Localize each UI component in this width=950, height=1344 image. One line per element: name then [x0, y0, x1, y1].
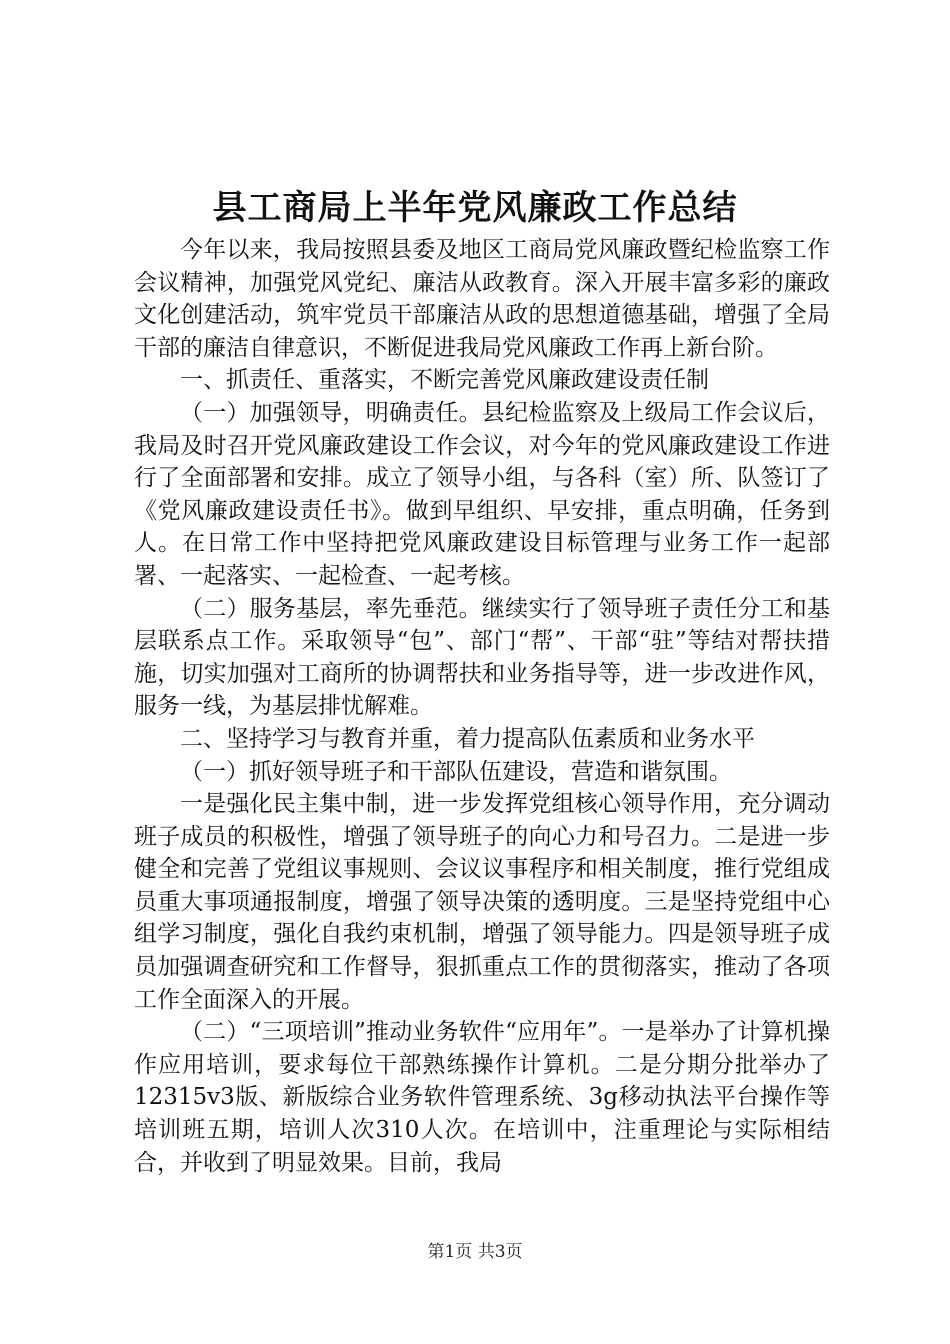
paragraph-1-2: （二）服务基层，率先垂范。继续实行了领导班子责任分工和基层联系点工作。采取领导“包”、部门“帮”、干部“驻”等结对帮扶措施，切实加强对工商所的协调帮扶和业务指导等，进一步改进作风，服务一线，为基层排忧解难。 [134, 595, 830, 720]
paragraph-1-1: （一）加强领导，明确责任。县纪检监察及上级局工作会议后，我局及时召开党风廉政建设工作会议，对今年的党风廉政建设工作进行了全面部署和安排。成立了领导小组，与各科（室）所、队签订了《党风廉政建设责任书》。做到早组织、早安排，重点明确，任务到人。在日常工作中坚持把党风廉政建设目标管理与业务工作一起部署、一起落实、一起检查、一起考核。 [134, 399, 830, 589]
document-body [134, 234, 830, 1179]
paragraph-2-1: 一是强化民主集中制，进一步发挥党组核心领导作用，充分调动班子成员的积极性，增强了领导班子的向心力和号召力。二是进一步健全和完善了党组议事规则、会议议事程序和相关制度，推行党组成员重大事项通报制度，增强了领导决策的透明度。三是坚持党组中心组学习制度，强化自我约束机制，增强了领导能力。四是领导班子成员加强调查研究和工作督导，狠抓重点工作的贯彻落实，推动了各项工作全面深入的开展。 [134, 791, 830, 1013]
section-heading-1: 一、抓责任、重落实，不断完善党风廉政建设责任制 [180, 367, 709, 394]
paragraph-intro: 今年以来，我局按照县委及地区工商局党风廉政暨纪检监察工作会议精神，加强党风党纪、廉洁从政教育。深入开展丰富多彩的廉政文化创建活动，筑牢党员干部廉洁从政的思想道德基础，增强了全局干部的廉洁自律意识，不断促进我局党风廉政工作再上新台阶。 [134, 237, 830, 361]
document-title: 县工商局上半年党风廉政工作总结 [212, 188, 738, 228]
section-heading-2: 二、坚持学习与教育并重，着力提高队伍素质和业务水平 [180, 725, 755, 752]
page-footer: 第1页 共3页 [427, 1242, 523, 1262]
paragraph-2-2: （二）“三项培训”推动业务软件“应用年”。一是举办了计算机操作应用培训，要求每位干部熟练操作计算机。二是分期分批举办了12315v3版、新版综合业务软件管理系统、3g移动执法平台操作等培训班五期，培训人次310人次。在培训中，注重理论与实际相结合，并收到了明显效果。目前，我局 [134, 1019, 830, 1176]
subsection-heading-2-1: （一）抓好领导班子和干部队伍建设，营造和谐氛围。 [180, 758, 732, 785]
